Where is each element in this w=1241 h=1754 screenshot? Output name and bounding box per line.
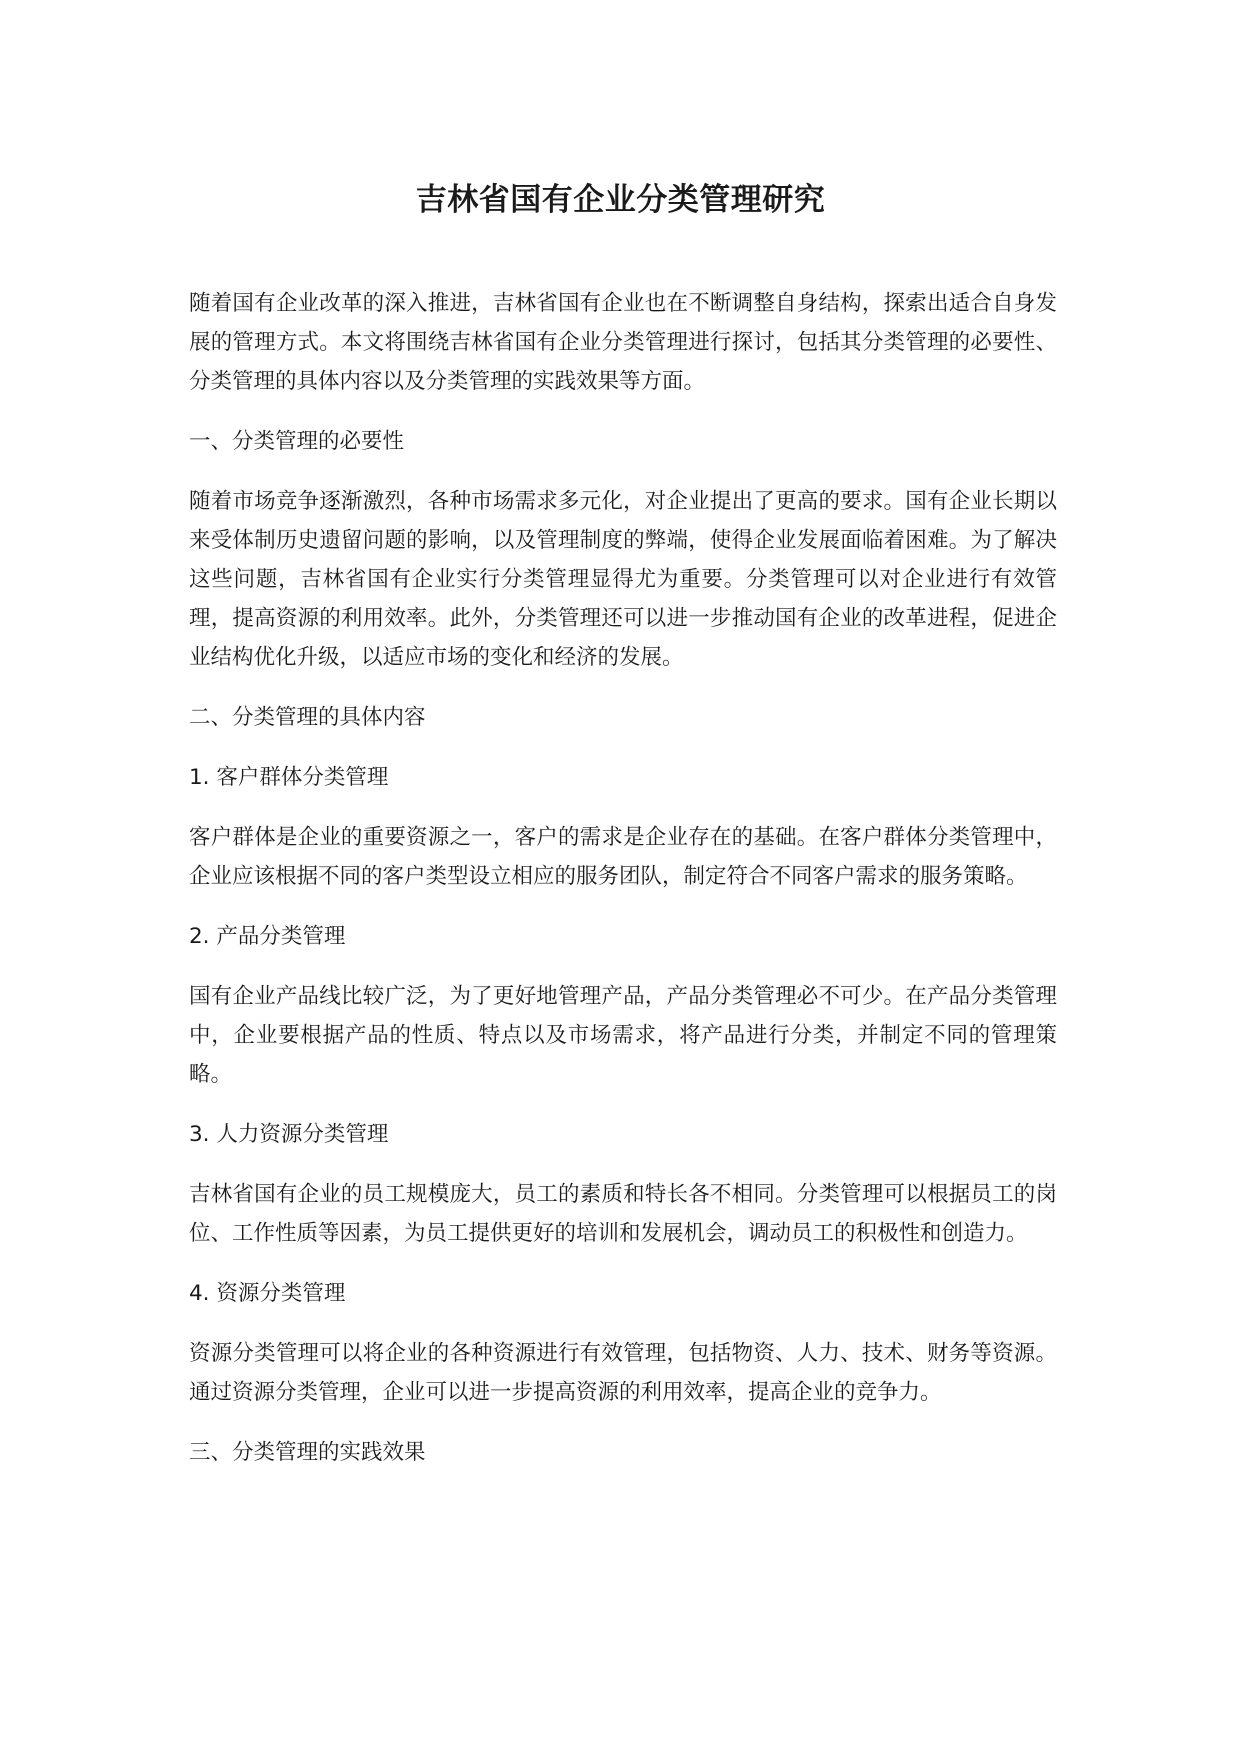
subheading-customer: 1. 客户群体分类管理: [189, 765, 389, 790]
subheading-product: 2. 产品分类管理: [189, 924, 346, 949]
customer-paragraph: 客户群体是企业的重要资源之一，客户的需求是企业存在的基础。在客户群体分类管理中，企业应该根据不同的客户类型设立相应的服务团队，制定符合不同客户需求的服务策略。: [189, 825, 1057, 889]
necessity-paragraph: 随着市场竞争逐渐激烈，各种市场需求多元化，对企业提出了更高的要求。国有企业长期以来受体制历史遗留问题的影响，以及管理制度的弊端，使得企业发展面临着困难。为了解决这些问题，吉林省国有企业实行分类管理显得尤为重要。分类管理可以对企业进行有效管理，提高资源的利用效率。此外，分类管理还可以进一步推动国有企业的改革进程，促进企业结构优化升级，以适应市场的变化和经济的发展。: [189, 489, 1057, 670]
product-paragraph: 国有企业产品线比较广泛，为了更好地管理产品，产品分类管理必不可少。在产品分类管理中，企业要根据产品的性质、特点以及市场需求，将产品进行分类，并制定不同的管理策略。: [189, 984, 1057, 1087]
subheading-resource: 4. 资源分类管理: [189, 1281, 346, 1306]
document-title: 吉林省国有企业分类管理研究: [415, 182, 826, 218]
hr-paragraph: 吉林省国有企业的员工规模庞大，员工的素质和特长各不相同。分类管理可以根据员工的岗位、工作性质等因素，为员工提供更好的培训和发展机会，调动员工的积极性和创造力。: [189, 1182, 1057, 1246]
subheading-hr: 3. 人力资源分类管理: [189, 1122, 389, 1147]
section-heading-necessity: 一、分类管理的必要性: [189, 429, 405, 454]
resource-paragraph: 资源分类管理可以将企业的各种资源进行有效管理，包括物资、人力、技术、财务等资源。通过资源分类管理，企业可以进一步提高资源的利用效率，提高企业的竞争力。: [189, 1341, 1057, 1405]
document-body: [189, 284, 1057, 1493]
section-heading-effect: 三、分类管理的实践效果: [189, 1440, 426, 1465]
section-heading-content: 二、分类管理的具体内容: [189, 705, 426, 730]
intro-paragraph: 随着国有企业改革的深入推进，吉林省国有企业也在不断调整自身结构，探索出适合自身发展的管理方式。本文将围绕吉林省国有企业分类管理进行探讨，包括其分类管理的必要性、分类管理的具体内容以及分类管理的实践效果等方面。: [189, 291, 1057, 394]
